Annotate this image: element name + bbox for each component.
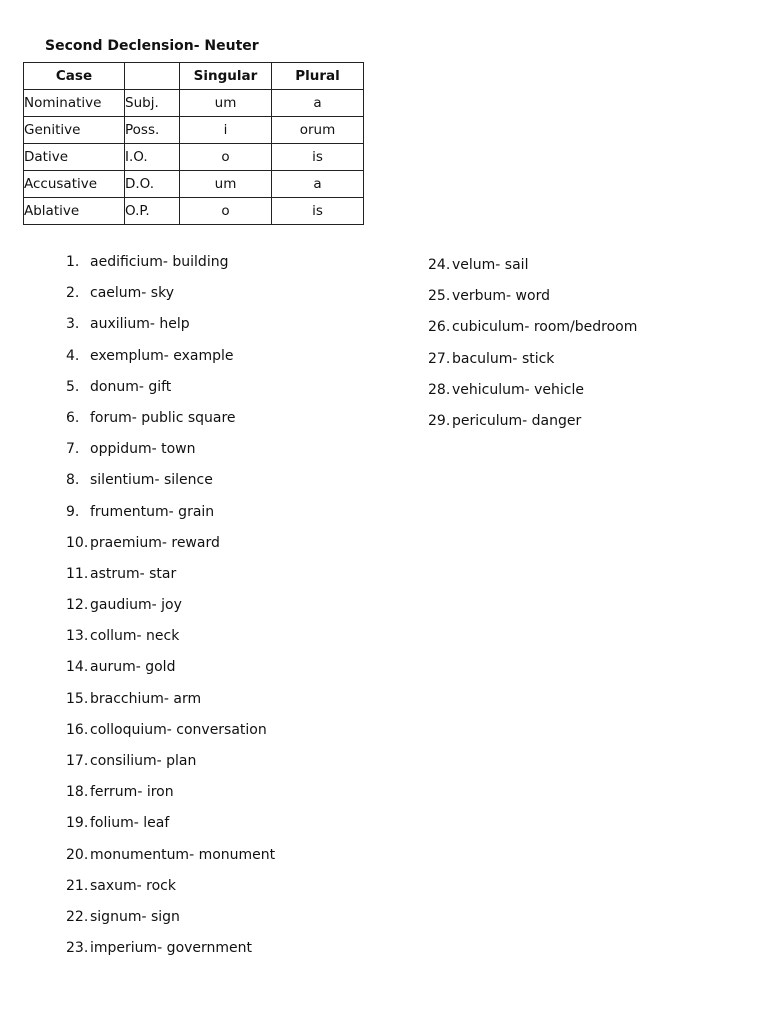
item-number: 13.: [66, 628, 89, 645]
singular-ending: i: [180, 117, 272, 144]
list-item: [66, 690, 275, 721]
list-item: [66, 627, 275, 658]
header-singular: Singular: [180, 63, 272, 90]
vocab-list-left: [66, 253, 275, 970]
case-name: Nominative: [24, 90, 125, 117]
item-number: 16.: [66, 721, 89, 738]
item-number: 4.: [66, 347, 80, 364]
list-item: [428, 381, 637, 412]
item-text: auxilium- help: [90, 316, 190, 333]
plural-ending: a: [272, 171, 364, 198]
list-item: [66, 347, 275, 378]
list-item: [66, 253, 275, 284]
item-number: 21.: [66, 877, 89, 894]
item-text: praemium- reward: [90, 534, 220, 551]
list-item: [66, 721, 275, 752]
list-item: [428, 350, 637, 381]
table-row: [24, 117, 364, 144]
item-number: 6.: [66, 409, 80, 426]
item-number: 10.: [66, 534, 89, 551]
item-number: 22.: [66, 908, 89, 925]
declension-table: [23, 62, 364, 225]
item-text: bracchium- arm: [90, 690, 202, 707]
page-title: Second Declension- Neuter: [45, 38, 259, 54]
plural-ending: orum: [272, 117, 364, 144]
list-item: [428, 256, 637, 287]
case-name: Genitive: [24, 117, 125, 144]
case-abbr: Subj.: [125, 90, 180, 117]
item-text: frumentum- grain: [90, 503, 215, 520]
item-text: saxum- rock: [90, 877, 176, 894]
list-item: [66, 284, 275, 315]
plural-ending: is: [272, 144, 364, 171]
item-number: 24.: [428, 257, 451, 273]
list-item: [66, 503, 275, 534]
list-item: [428, 287, 637, 318]
case-abbr: O.P.: [125, 198, 180, 225]
list-item: [66, 752, 275, 783]
singular-ending: o: [180, 198, 272, 225]
item-text: velum- sail: [452, 257, 529, 273]
item-text: gaudium- joy: [90, 597, 182, 614]
item-text: donum- gift: [90, 378, 172, 395]
list-item: [66, 471, 275, 502]
table-row: [24, 171, 364, 198]
table-row: [24, 144, 364, 171]
table-header-row: [24, 63, 364, 90]
list-item: [66, 658, 275, 689]
list-item: [428, 318, 637, 349]
header-blank: [125, 63, 180, 90]
case-name: Dative: [24, 144, 125, 171]
item-number: 27.: [428, 350, 451, 367]
plural-ending: is: [272, 198, 364, 225]
item-text: astrum- star: [90, 565, 177, 582]
item-text: aurum- gold: [90, 659, 176, 676]
item-number: 29.: [428, 412, 451, 429]
list-item: [66, 378, 275, 409]
item-number: 17.: [66, 753, 89, 769]
list-item: [428, 412, 637, 443]
singular-ending: um: [180, 90, 272, 117]
list-item: [66, 783, 275, 814]
item-number: 3.: [66, 316, 80, 333]
item-number: 11.: [66, 565, 89, 582]
item-text: collum- neck: [90, 628, 180, 645]
list-item: [66, 846, 275, 877]
header-plural: Plural: [272, 63, 364, 90]
item-number: 28.: [428, 381, 451, 398]
case-name: Accusative: [24, 171, 125, 198]
case-abbr: I.O.: [125, 144, 180, 171]
item-number: 9.: [66, 503, 80, 520]
item-text: folium- leaf: [90, 815, 170, 832]
item-text: imperium- government: [90, 940, 253, 957]
item-text: forum- public square: [90, 409, 236, 426]
list-item: [66, 534, 275, 565]
list-item: [66, 409, 275, 440]
item-text: caelum- sky: [90, 285, 174, 302]
item-number: 15.: [66, 690, 89, 707]
item-text: silentium- silence: [90, 472, 213, 489]
item-number: 14.: [66, 659, 89, 676]
case-name: Ablative: [24, 198, 125, 225]
item-number: 2.: [66, 285, 80, 302]
plural-ending: a: [272, 90, 364, 117]
item-number: 12.: [66, 597, 89, 614]
item-number: 20.: [66, 846, 89, 863]
item-number: 7.: [66, 441, 80, 458]
item-number: 5.: [66, 378, 80, 395]
list-item: [66, 440, 275, 471]
item-text: ferrum- iron: [90, 784, 174, 801]
singular-ending: o: [180, 144, 272, 171]
item-text: aedificium- building: [90, 254, 229, 270]
item-text: baculum- stick: [452, 350, 555, 367]
singular-ending: um: [180, 171, 272, 198]
item-text: periculum- danger: [452, 412, 582, 429]
item-text: monumentum- monument: [90, 846, 276, 863]
item-number: 26.: [428, 319, 451, 336]
case-abbr: Poss.: [125, 117, 180, 144]
list-item: [66, 814, 275, 845]
header-case: Case: [24, 63, 125, 90]
item-text: oppidum- town: [90, 441, 196, 458]
case-abbr: D.O.: [125, 171, 180, 198]
item-number: 18.: [66, 784, 89, 801]
item-text: signum- sign: [90, 908, 180, 925]
item-text: verbum- word: [452, 288, 550, 305]
item-text: vehiculum- vehicle: [452, 381, 584, 398]
list-item: [66, 596, 275, 627]
list-item: [66, 939, 275, 970]
item-text: consilium- plan: [90, 753, 197, 769]
table-row: [24, 198, 364, 225]
item-number: 1.: [66, 254, 80, 270]
item-text: exemplum- example: [90, 347, 234, 364]
list-item: [66, 877, 275, 908]
table-row: [24, 90, 364, 117]
item-number: 23.: [66, 940, 89, 957]
list-item: [66, 315, 275, 346]
list-item: [66, 908, 275, 939]
item-number: 25.: [428, 288, 451, 305]
item-text: colloquium- conversation: [90, 721, 267, 738]
item-number: 19.: [66, 815, 89, 832]
list-item: [66, 565, 275, 596]
vocab-list-right: [428, 256, 637, 443]
item-number: 8.: [66, 472, 80, 489]
item-text: cubiculum- room/bedroom: [452, 319, 638, 336]
